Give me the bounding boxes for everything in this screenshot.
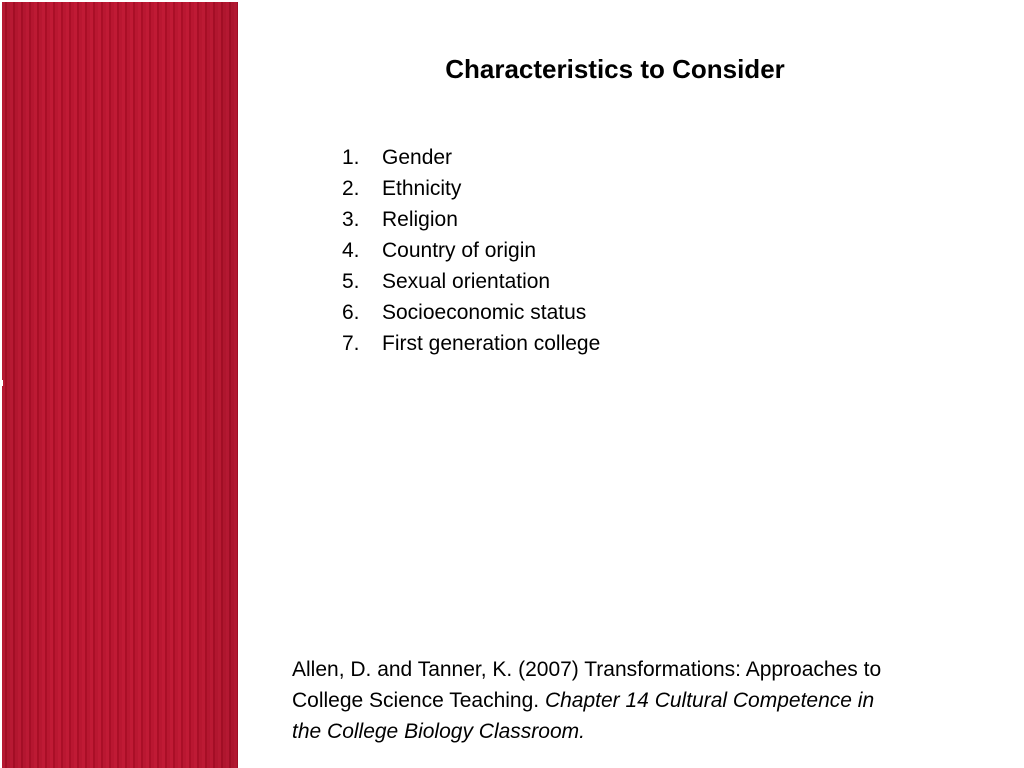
list-item-label: Religion [382,208,458,231]
list-item-label: First generation college [382,332,601,355]
list-item-number: 7. [342,332,360,355]
slide-title: Characteristics to Consider [445,54,785,84]
list-item [342,142,600,173]
citation-chapter-title: Chapter 14 Cultural Competence in [544,689,875,712]
characteristics-list [342,142,600,359]
list-item [342,297,600,328]
citation-line-1: Allen, D. and Tanner, K. (2007) Transformations: Approaches to [292,658,882,681]
list-item-label: Sexual orientation [382,270,551,293]
edge-mark [0,380,3,386]
list-item [342,328,600,359]
list-item-label: Country of origin [382,239,537,262]
list-item [342,266,600,297]
list-item-label: Ethnicity [382,177,462,200]
citation-book-title: College Science Teaching. [292,689,545,712]
list-item-number: 6. [342,301,360,324]
citation-line-3: the College Biology Classroom. [292,720,585,743]
list-item-number: 2. [342,177,360,200]
list-item-number: 1. [342,146,360,169]
citation-line-2 [292,685,982,716]
decorative-side-band [2,2,238,768]
list-item-label: Gender [382,146,453,169]
list-item [342,173,600,204]
list-item-number: 4. [342,239,360,262]
list-item [342,204,600,235]
list-item-label: Socioeconomic status [382,301,587,324]
list-item [342,235,600,266]
list-item-number: 3. [342,208,360,231]
list-item-number: 5. [342,270,360,293]
citation [292,654,982,747]
